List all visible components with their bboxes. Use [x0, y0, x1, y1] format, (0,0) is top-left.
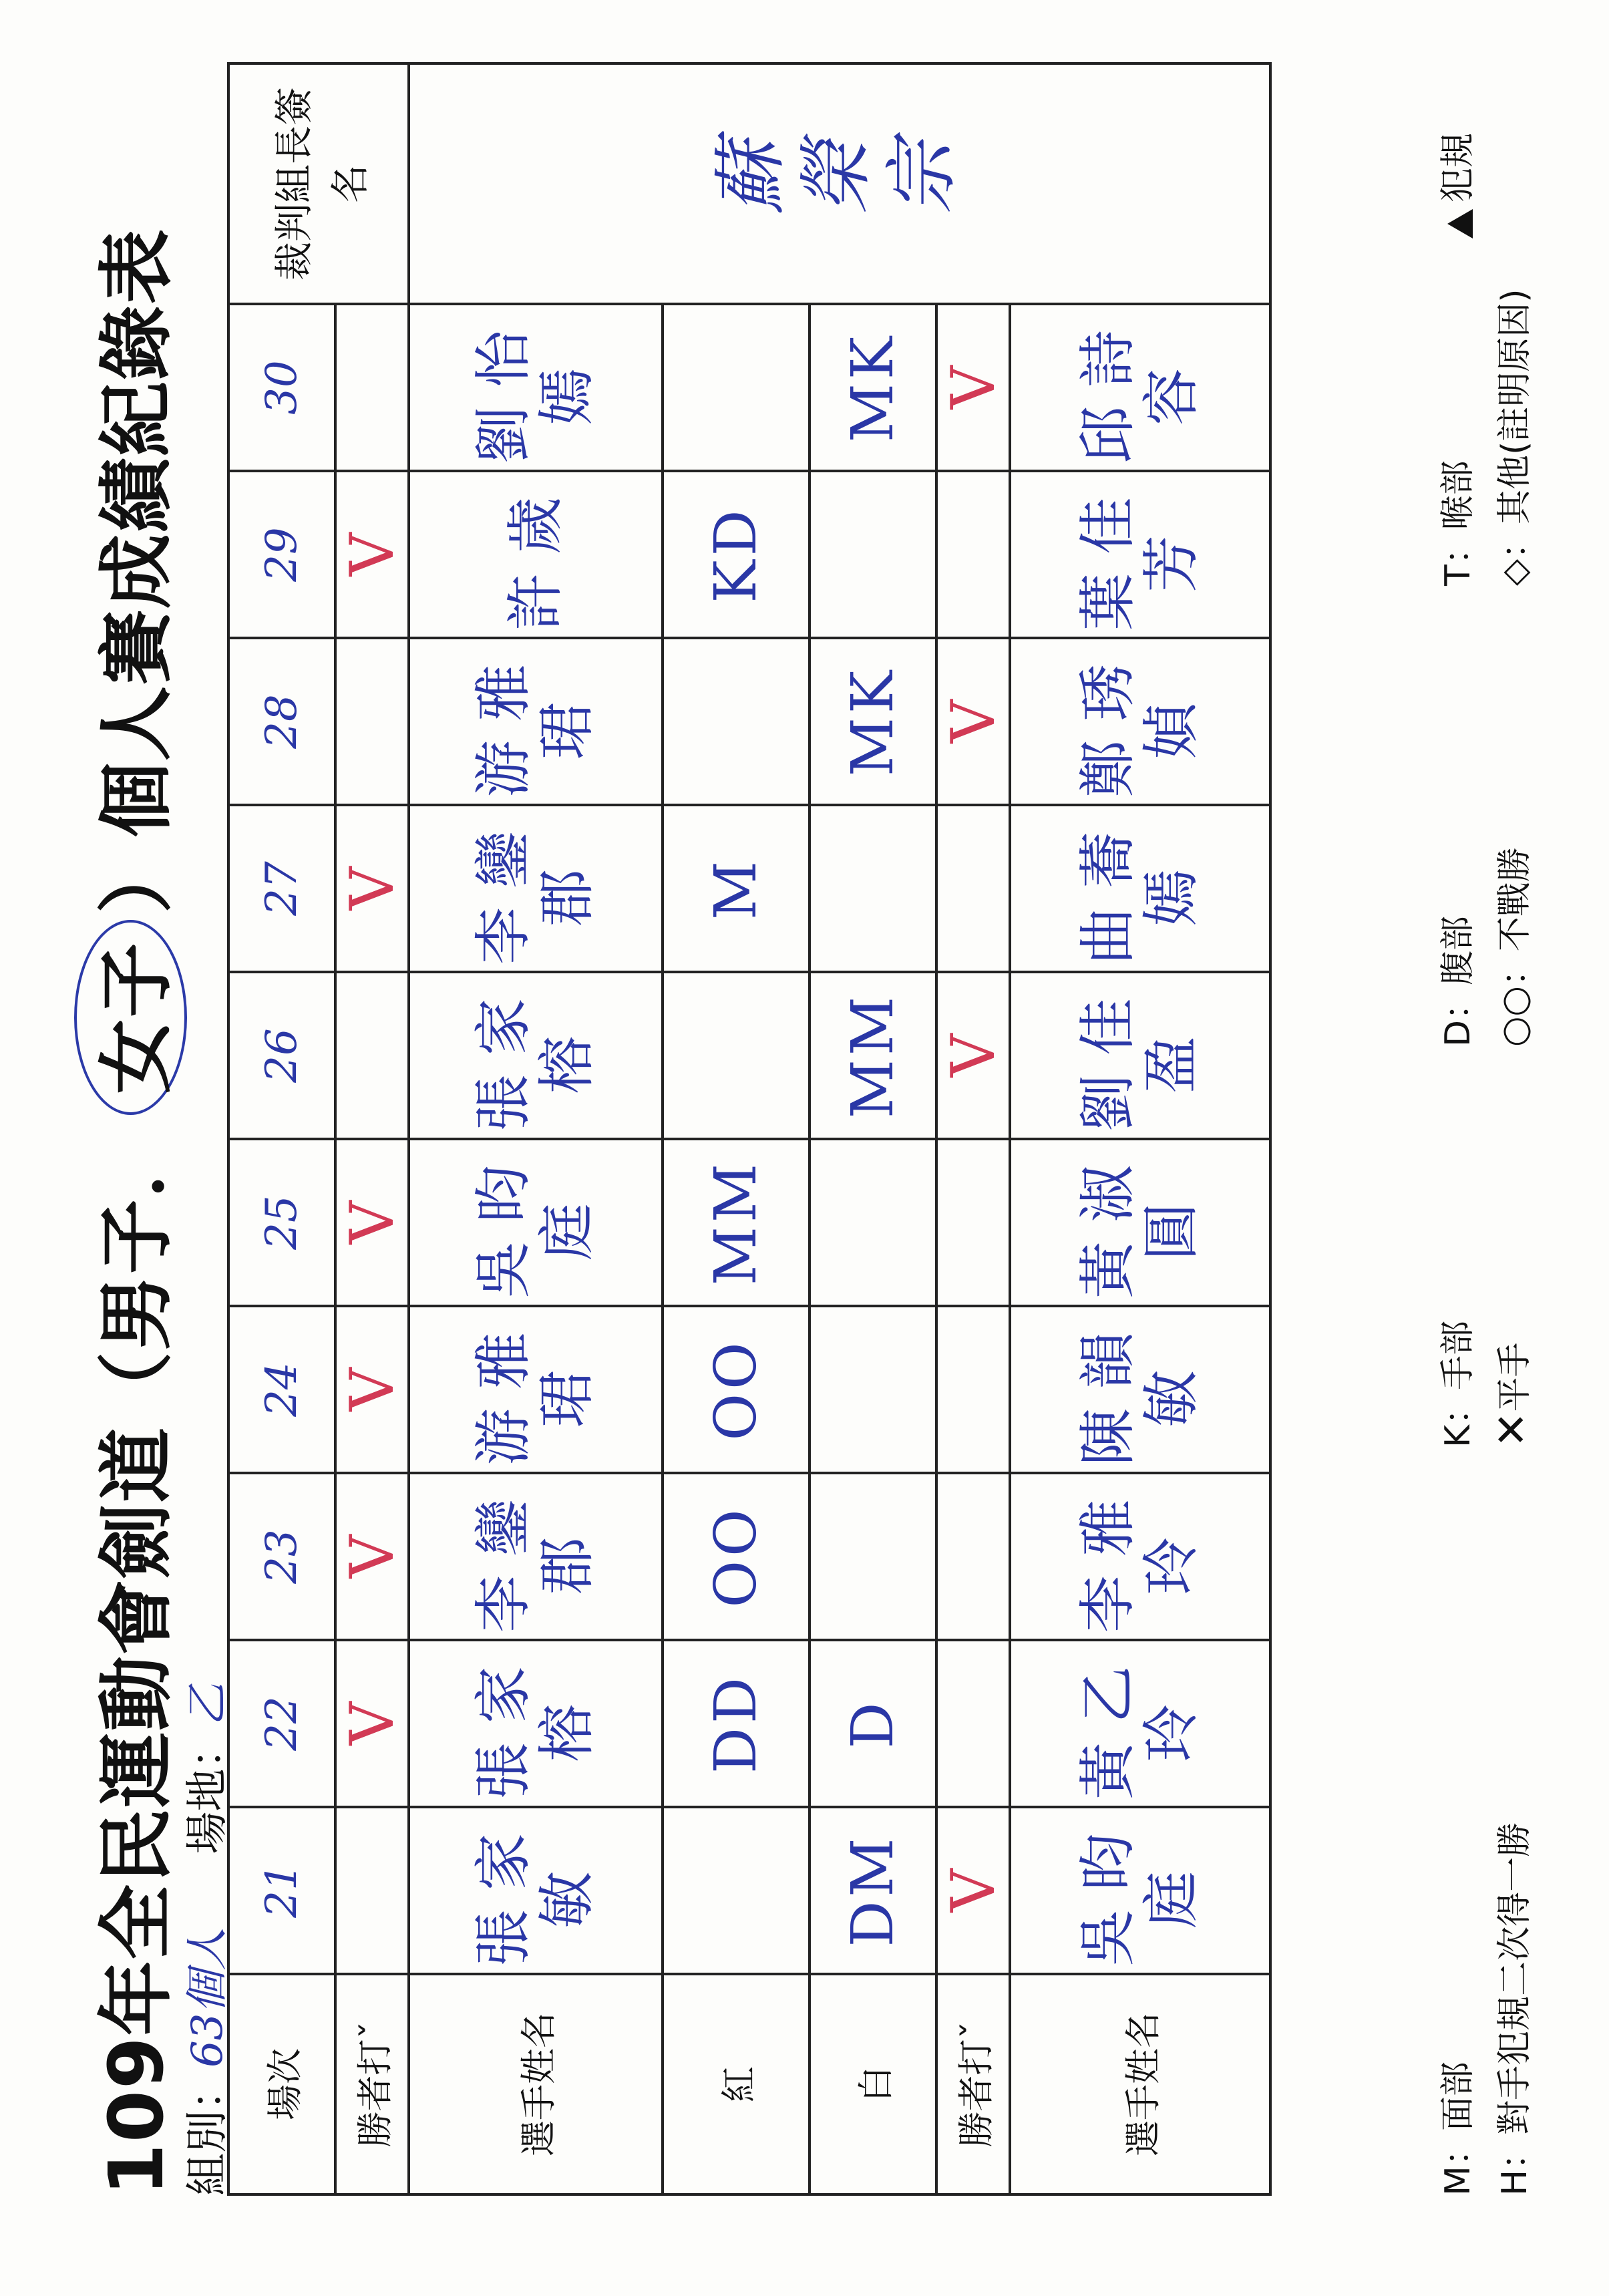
player-name-bottom: 黃乙玲 — [1010, 1640, 1270, 1807]
winner-mark-top — [335, 304, 409, 471]
venue-value: 乙 — [183, 1683, 232, 1726]
player-name-bottom: 葉佳芳 — [1010, 471, 1270, 638]
score-white — [810, 1306, 936, 1473]
label-match: 場次 — [228, 1974, 335, 2194]
venue-label: 場地： — [183, 1726, 232, 1854]
title-circled-category: 女子 — [74, 920, 187, 1115]
player-name-bottom: 曲蕎嫣 — [1010, 805, 1270, 972]
label-winner-top: 勝者打ˇ — [335, 1974, 409, 2194]
legend-h: H：對手犯規二次得一勝 — [1495, 1822, 1535, 2196]
score-red — [663, 304, 810, 471]
label-winner-bottom: 勝者打ˇ — [936, 1974, 1010, 2194]
score-red: MM — [663, 1139, 810, 1306]
meta-line — [174, 1683, 234, 2196]
foul-triangle-icon — [1447, 209, 1473, 238]
winner-mark-top — [335, 1807, 409, 1974]
label-red: 紅 — [663, 1974, 810, 2194]
score-red: OO — [663, 1473, 810, 1640]
player-name-bottom: 邱詩容 — [1010, 304, 1270, 471]
score-white: DM — [810, 1807, 936, 1974]
score-white: MK — [810, 638, 936, 805]
winner-mark-bottom: V — [936, 1807, 1010, 1974]
score-red: OO — [663, 1306, 810, 1473]
winner-mark-top — [335, 638, 409, 805]
player-name-top: 張家敏 — [409, 1807, 663, 1974]
winner-mark-top: V — [335, 1640, 409, 1807]
legend-m: M：面部 — [1438, 2062, 1478, 2196]
player-name-top: 李鑾郡 — [409, 1473, 663, 1640]
score-white — [810, 1139, 936, 1306]
winner-mark-bottom: V — [936, 638, 1010, 805]
player-name-bottom: 劉佳盈 — [1010, 972, 1270, 1139]
match-number: 27 — [228, 805, 335, 972]
legend-x — [1486, 1342, 1537, 1448]
label-player-top: 選手姓名 — [409, 1974, 663, 2194]
player-name-top: 許歲 — [409, 471, 663, 638]
player-name-top: 劉怡嫣 — [409, 304, 663, 471]
match-number: 23 — [228, 1473, 335, 1640]
label-white: 白 — [810, 1974, 936, 2194]
legend-other: ◇：其他(註明原因) — [1495, 289, 1535, 586]
winner-mark-top — [335, 972, 409, 1139]
score-red — [663, 1807, 810, 1974]
winner-mark-bottom: V — [936, 972, 1010, 1139]
match-number: 29 — [228, 471, 335, 638]
score-white — [810, 805, 936, 972]
score-white — [810, 1473, 936, 1640]
legend-x-text: 平手 — [1495, 1342, 1535, 1412]
score-white: MM — [810, 972, 936, 1139]
winner-mark-top: V — [335, 1139, 409, 1306]
winner-mark-bottom — [936, 1139, 1010, 1306]
match-number: 25 — [228, 1139, 335, 1306]
winner-mark-bottom — [936, 1640, 1010, 1807]
title-prefix: 109年全民運動會劍道（男子． — [93, 1122, 180, 2196]
match-number: 24 — [228, 1306, 335, 1473]
match-number: 22 — [228, 1640, 335, 1807]
match-number: 26 — [228, 972, 335, 1139]
player-name-bottom: 吳昀庭 — [1010, 1807, 1270, 1974]
player-name-top: 張家榕 — [409, 972, 663, 1139]
group-value: 63個人 — [183, 1927, 232, 2068]
draw-x-icon: ✕ — [1487, 1412, 1537, 1448]
winner-mark-bottom — [936, 471, 1010, 638]
player-name-bottom: 黃淑圓 — [1010, 1139, 1270, 1306]
player-name-top: 吳昀庭 — [409, 1139, 663, 1306]
player-name-top: 游雅珺 — [409, 1306, 663, 1473]
player-name-top: 李鑾郡 — [409, 805, 663, 972]
legend-foul — [1429, 133, 1479, 238]
score-white: D — [810, 1640, 936, 1807]
match-number: 28 — [228, 638, 335, 805]
score-white: MK — [810, 304, 936, 471]
legend-t: T：喉部 — [1438, 460, 1478, 586]
winner-mark-top: V — [335, 805, 409, 972]
score-white — [810, 471, 936, 638]
document-title — [80, 192, 180, 2196]
player-name-top: 張家榕 — [409, 1640, 663, 1807]
legend-k: K：手部 — [1438, 1320, 1478, 1448]
legend-d: D：腹部 — [1438, 915, 1478, 1047]
player-name-bottom: 陳韻敏 — [1010, 1306, 1270, 1473]
match-number: 30 — [228, 304, 335, 471]
referee-signature: 蘇榮宗 — [409, 63, 1270, 304]
winner-mark-bottom — [936, 1473, 1010, 1640]
match-number: 21 — [228, 1807, 335, 1974]
score-red: KD — [663, 471, 810, 638]
winner-mark-bottom — [936, 1306, 1010, 1473]
legend-oo: ○○：不戰勝 — [1495, 847, 1535, 1047]
player-name-bottom: 鄭琇媜 — [1010, 638, 1270, 805]
group-label: 組別： — [183, 2068, 232, 2196]
winner-mark-top: V — [335, 471, 409, 638]
winner-mark-top: V — [335, 1306, 409, 1473]
winner-mark-bottom — [936, 805, 1010, 972]
score-red: DD — [663, 1640, 810, 1807]
player-name-bottom: 李雅玲 — [1010, 1473, 1270, 1640]
winner-mark-top: V — [335, 1473, 409, 1640]
score-red: M — [663, 805, 810, 972]
results-table — [227, 62, 1272, 2196]
score-red — [663, 638, 810, 805]
winner-mark-bottom: V — [936, 304, 1010, 471]
legend-foul-text: 犯規 — [1438, 132, 1478, 202]
label-player-bottom: 選手姓名 — [1010, 1974, 1270, 2194]
score-red — [663, 972, 810, 1139]
player-name-top: 游雅珺 — [409, 638, 663, 805]
title-suffix: ）個人賽成績紀錄表 — [93, 228, 180, 914]
label-referee-signature: 裁判組長簽名 — [228, 63, 409, 304]
